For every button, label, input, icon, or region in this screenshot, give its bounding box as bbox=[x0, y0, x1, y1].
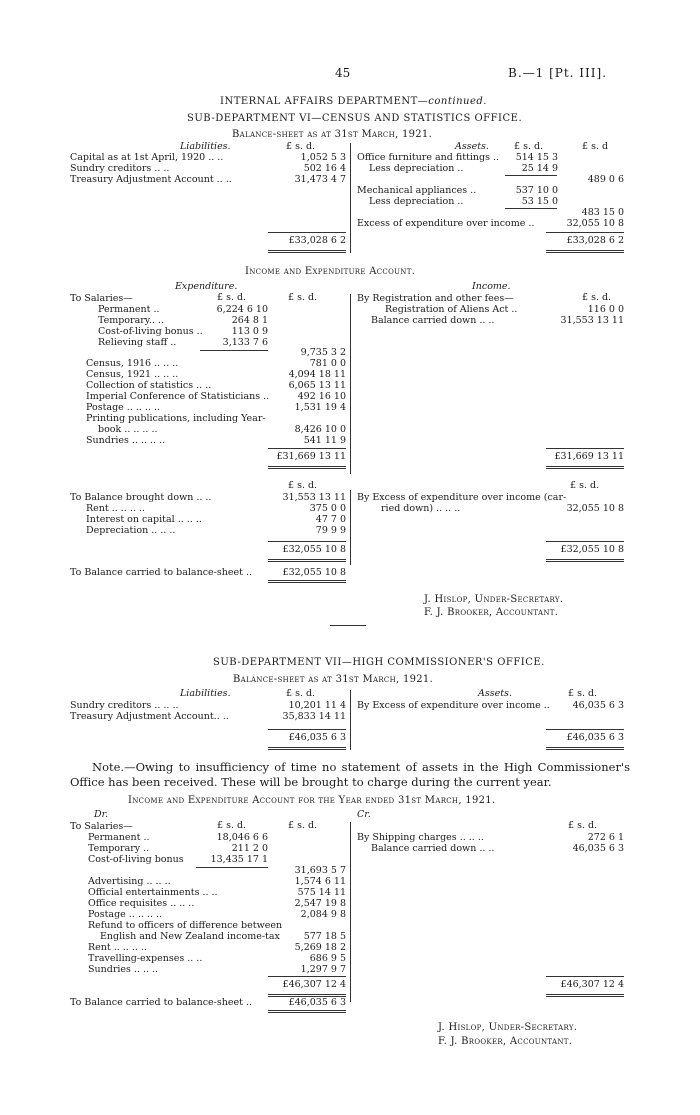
salary-label: Permanent .. bbox=[98, 304, 160, 315]
income-label: By Shipping charges .. .. .. bbox=[357, 832, 484, 843]
liab-amount: 502 16 4 bbox=[303, 163, 346, 174]
sub6-liabilities-amounts bbox=[262, 153, 346, 186]
sub7-dr: Dr. bbox=[94, 809, 109, 820]
expense-amount: 8,426 10 0 bbox=[294, 424, 346, 435]
column-divider bbox=[350, 490, 351, 565]
total-double-rule bbox=[268, 559, 346, 562]
sub7-income-labels bbox=[357, 833, 557, 855]
salary-label: Permanent .. bbox=[88, 832, 150, 843]
sub6-income-amounts bbox=[540, 294, 624, 327]
expense-amount: 2,084 9 8 bbox=[300, 909, 346, 920]
expense-label: Rent .. .. .. .. bbox=[88, 942, 147, 953]
section-separator bbox=[330, 625, 366, 626]
balance-amount: 375 0 0 bbox=[309, 503, 346, 514]
sub6-liabilities-heading: Liabilities. bbox=[180, 141, 231, 152]
income-label: Balance carried down .. .. bbox=[371, 315, 495, 326]
sub6-income-labels bbox=[357, 294, 557, 327]
sub7-note: Note.—Owing to insufficiency of time no statement of assets in the High Commissioner's Office has been received. These will be brought to charge during the current year. bbox=[70, 760, 630, 789]
sub7-title: SUB-DEPARTMENT VII—HIGH COMMISSIONER'S OFFICE. bbox=[213, 657, 545, 668]
sub7-ie-total-right: £46,307 12 4 bbox=[560, 979, 624, 990]
liab-label: Treasury Adjustment Account .. .. bbox=[70, 174, 232, 185]
expense-label: Official entertainments .. .. bbox=[88, 887, 218, 898]
asset-total: 32,055 10 8 bbox=[566, 218, 624, 229]
col-heading: £ s. d. bbox=[568, 688, 598, 699]
sub6-carried-label: To Balance carried to balance-sheet .. bbox=[70, 567, 252, 578]
subtotal-rule bbox=[505, 208, 557, 209]
total-double-rule bbox=[546, 250, 624, 253]
salary-label: Temporary.. .. bbox=[98, 315, 164, 326]
sub6-expense-labels bbox=[86, 359, 276, 447]
sub7-ie-title: Income and Expenditure Account for the Year ended 31st March, 1921. bbox=[128, 795, 496, 806]
liab-amount: 31,473 4 7 bbox=[294, 174, 346, 185]
salary-amount: 13,435 17 1 bbox=[210, 854, 268, 865]
sub7-asset-amount: 46,035 6 3 bbox=[572, 700, 624, 711]
expense-label: Sundries .. .. .. .. bbox=[86, 435, 166, 446]
expense-label: Imperial Conference of Statisticians .. bbox=[86, 391, 270, 402]
expense-label: Printing publications, including Year- bbox=[86, 413, 266, 424]
salary-amount: 18,046 6 6 bbox=[216, 832, 268, 843]
col-heading: £ s. d. bbox=[288, 480, 318, 491]
col-heading: £ s. d. bbox=[568, 820, 598, 831]
page-number: 45 bbox=[335, 66, 351, 80]
expense-amount: 577 18 5 bbox=[303, 931, 346, 942]
expense-label: Census, 1921 .. .. .. bbox=[86, 369, 179, 380]
asset-label: Mechanical appliances .. bbox=[357, 185, 477, 196]
expense-label: Census, 1916 .. .. .. bbox=[86, 358, 179, 369]
sub6-bs-total-left: £33,028 6 2 bbox=[288, 235, 346, 246]
total-double-rule bbox=[268, 747, 346, 750]
asset-label: Less depreciation .. bbox=[369, 163, 464, 174]
expense-label: Postage .. .. .. .. bbox=[86, 402, 161, 413]
expense-amount: 492 16 10 bbox=[297, 391, 346, 402]
total-rule bbox=[268, 976, 346, 977]
total-double-rule bbox=[546, 994, 624, 997]
sub7-ie-total-left: £46,307 12 4 bbox=[282, 979, 346, 990]
liab-label: Capital as at 1st April, 1920 .. .. bbox=[70, 152, 224, 163]
balance-amount: 31,553 13 11 bbox=[282, 492, 346, 503]
total-double-rule bbox=[268, 580, 346, 583]
sub6-liabilities-labels bbox=[70, 153, 280, 186]
sub7-income-amounts bbox=[540, 833, 624, 855]
sub7-liabilities-heading: Liabilities. bbox=[180, 688, 231, 699]
asset-label: Office furniture and fittings .. bbox=[357, 152, 500, 163]
sub6-salary-total: 9,735 3 2 bbox=[300, 347, 346, 358]
asset-amount: 514 15 3 bbox=[515, 152, 558, 163]
sub6-title: SUB-DEPARTMENT VI—CENSUS AND STATISTICS OFFICE. bbox=[187, 113, 523, 124]
sub6-b-total-left: £32,055 10 8 bbox=[282, 544, 346, 555]
salary-amount: 264 8 1 bbox=[231, 315, 268, 326]
total-rule bbox=[268, 232, 346, 233]
salary-amount: 6,224 6 10 bbox=[216, 304, 268, 315]
income-label: By Registration and other fees— bbox=[357, 293, 514, 304]
asset-total bbox=[546, 186, 624, 197]
expense-amount: 4,094 18 11 bbox=[288, 369, 346, 380]
column-divider bbox=[350, 822, 351, 1002]
sub7-assets-heading: Assets. bbox=[478, 688, 512, 699]
income-label: Registration of Aliens Act .. bbox=[385, 304, 518, 315]
expense-amount: 686 9 5 bbox=[309, 953, 346, 964]
sub7-liabilities-labels bbox=[70, 701, 270, 723]
sub7-carried-amount: £46,035 6 3 bbox=[288, 997, 346, 1008]
department-title-text: INTERNAL AFFAIRS DEPARTMENT— bbox=[220, 96, 429, 107]
balance-label: Interest on capital .. .. .. bbox=[86, 514, 202, 525]
liab-amount: 1,052 5 3 bbox=[300, 152, 346, 163]
asset-total: 489 0 6 bbox=[587, 174, 624, 185]
total-double-rule bbox=[268, 250, 346, 253]
sub7-expense-labels bbox=[88, 876, 283, 976]
expense-amount: 6,065 13 11 bbox=[288, 380, 346, 391]
sub6-ie-total-left: £31,669 13 11 bbox=[276, 451, 346, 462]
asset-total bbox=[546, 153, 624, 164]
col-heading: £ s. d. bbox=[582, 292, 612, 303]
sub6-balance-sheet-title: Balance-sheet as at 31st March, 1921. bbox=[232, 129, 433, 140]
sub7-signature-2: F. J. Brooker, Accountant. bbox=[438, 1036, 573, 1047]
expense-amount: 2,547 19 8 bbox=[294, 898, 346, 909]
sub6-expense-amounts bbox=[262, 359, 346, 447]
expense-amount: 5,269 18 2 bbox=[294, 942, 346, 953]
expense-label: Travelling-expenses .. .. bbox=[88, 953, 203, 964]
column-divider bbox=[350, 294, 351, 474]
balance-amount: 47 7 0 bbox=[315, 514, 346, 525]
expense-label: Postage .. .. .. .. bbox=[88, 909, 163, 920]
department-title bbox=[220, 96, 487, 107]
sub6-ie-title: Income and Expenditure Account. bbox=[245, 266, 416, 277]
sub7-salaries-label: To Salaries— bbox=[70, 821, 133, 832]
sub6-bs-total-right: £33,028 6 2 bbox=[566, 235, 624, 246]
sub7-bs-total-left: £46,035 6 3 bbox=[288, 732, 346, 743]
expense-label: Sundries .. .. .. bbox=[88, 964, 159, 975]
expense-label: book .. .. .. .. bbox=[98, 424, 158, 435]
total-rule bbox=[546, 541, 624, 542]
total-rule bbox=[546, 976, 624, 977]
salary-label: Cost-of-living bonus bbox=[88, 854, 184, 865]
expense-amount: 781 0 0 bbox=[309, 358, 346, 369]
liab-label: Sundry creditors .. .. bbox=[70, 163, 170, 174]
sub6-assets-col-heading-2: £ s. d bbox=[582, 141, 609, 152]
total-double-rule bbox=[268, 1010, 346, 1013]
expense-label: English and New Zealand income-tax bbox=[100, 931, 280, 942]
expense-amount: 1,574 6 11 bbox=[294, 876, 346, 887]
income-amount: 31,553 13 11 bbox=[560, 315, 624, 326]
expense-label: Collection of statistics .. .. bbox=[86, 380, 212, 391]
liab-amount: 10,201 11 4 bbox=[288, 700, 346, 711]
sub7-carried-label: To Balance carried to balance-sheet .. bbox=[70, 997, 252, 1008]
income-amount: 116 0 0 bbox=[587, 304, 624, 315]
expense-label: Refund to officers of difference between bbox=[88, 920, 283, 931]
subtotal-rule bbox=[200, 350, 268, 351]
balance-label: Depreciation .. .. .. bbox=[86, 525, 176, 536]
balance-label: To Balance brought down .. .. bbox=[70, 492, 212, 503]
sub6-balance-labels bbox=[70, 493, 270, 537]
sub7-bs-total-right: £46,035 6 3 bbox=[566, 732, 624, 743]
column-divider bbox=[350, 690, 351, 750]
sub6-carried-amount: £32,055 10 8 bbox=[282, 567, 346, 578]
col-heading: £ s. d. bbox=[286, 688, 316, 699]
department-title-continued: continued. bbox=[428, 96, 487, 107]
expense-amount: 541 11 9 bbox=[303, 435, 346, 446]
total-double-rule bbox=[546, 559, 624, 562]
liab-label: Treasury Adjustment Account.. .. bbox=[70, 711, 229, 722]
sub7-expense-amounts bbox=[262, 877, 346, 976]
sub6-excess-line1: By Excess of expenditure over income (car- bbox=[357, 492, 567, 503]
income-label: Balance carried down .. .. bbox=[371, 843, 495, 854]
sub6-excess-line2: ried down) .. .. .. bbox=[381, 503, 461, 514]
sub7-signature-1: J. Hislop, Under-Secretary. bbox=[438, 1022, 578, 1033]
salary-label: Relieving staff .. bbox=[98, 337, 177, 348]
sub7-liabilities-amounts bbox=[262, 701, 346, 723]
asset-label: Less depreciation .. bbox=[369, 196, 464, 207]
subtotal-rule bbox=[505, 175, 557, 176]
sub6-assets-col2 bbox=[546, 153, 624, 230]
salary-label: Cost-of-living bonus .. bbox=[98, 326, 203, 337]
sub7-asset-line: By Excess of expenditure over income .. bbox=[357, 700, 550, 711]
expense-amount: 1,531 19 4 bbox=[294, 402, 346, 413]
col-heading: £ s. d. bbox=[217, 820, 247, 831]
sub6-assets-col-heading-1: £ s. d. bbox=[514, 141, 544, 152]
income-amount: 46,035 6 3 bbox=[572, 843, 624, 854]
column-divider bbox=[350, 143, 351, 253]
total-rule bbox=[268, 541, 346, 542]
balance-amount: 79 9 9 bbox=[315, 525, 346, 536]
page-reference: B.—1 [Pt. III]. bbox=[508, 66, 608, 80]
liab-label: Sundry creditors .. .. .. bbox=[70, 700, 179, 711]
total-double-rule bbox=[546, 466, 624, 469]
asset-total: 483 15 0 bbox=[581, 207, 624, 218]
expense-label: Office requisites .. .. .. bbox=[88, 898, 195, 909]
sub6-salary-amounts bbox=[196, 305, 268, 349]
sub6-expenditure-heading: Expenditure. bbox=[175, 281, 238, 292]
sub6-assets-heading: Assets. bbox=[455, 141, 489, 152]
total-rule bbox=[268, 729, 346, 730]
total-rule bbox=[546, 232, 624, 233]
total-double-rule bbox=[268, 466, 346, 469]
expense-amount: 1,297 9 7 bbox=[300, 964, 346, 975]
expense-label: Advertising .. .. .. bbox=[88, 876, 171, 887]
total-rule bbox=[546, 729, 624, 730]
salary-amount: 3,133 7 6 bbox=[222, 337, 268, 348]
expense-amount: 575 14 11 bbox=[297, 887, 346, 898]
sub6-income-heading: Income. bbox=[472, 281, 511, 292]
asset-amount: 53 15 0 bbox=[521, 196, 558, 207]
income-amount: 272 6 1 bbox=[587, 832, 624, 843]
liab-amount: 35,833 14 11 bbox=[282, 711, 346, 722]
salary-label: Temporary .. bbox=[88, 843, 150, 854]
sub7-cr: Cr. bbox=[357, 809, 371, 820]
asset-amount: 537 10 0 bbox=[515, 185, 558, 196]
asset-label: Excess of expenditure over income .. bbox=[357, 218, 535, 229]
salary-amount: 113 0 9 bbox=[231, 326, 268, 337]
total-rule bbox=[268, 448, 346, 449]
col-heading: £ s. d. bbox=[217, 292, 247, 303]
asset-amount: 25 14 9 bbox=[521, 163, 558, 174]
total-rule bbox=[546, 448, 624, 449]
balance-label: Rent .. .. .. .. bbox=[86, 503, 145, 514]
sub7-balance-sheet-title: Balance-sheet as at 31st March, 1921. bbox=[233, 674, 434, 685]
salary-amount: 211 2 0 bbox=[231, 843, 268, 854]
sub6-signature-2: F. J. Brooker, Accountant. bbox=[424, 607, 559, 618]
sub6-liab-col-heading: £ s. d. bbox=[286, 141, 316, 152]
sub6-signature-1: J. Hislop, Under-Secretary. bbox=[424, 594, 564, 605]
sub6-balance-amounts bbox=[262, 493, 346, 537]
sub6-b-total-right: £32,055 10 8 bbox=[560, 544, 624, 555]
sub7-salary-amounts bbox=[186, 833, 268, 866]
sub6-salaries-label: To Salaries— bbox=[70, 293, 133, 304]
col-heading: £ s. d. bbox=[288, 820, 318, 831]
sub6-excess-amount: 32,055 10 8 bbox=[566, 503, 624, 514]
total-double-rule bbox=[546, 747, 624, 750]
subtotal-rule bbox=[196, 867, 268, 868]
col-heading: £ s. d. bbox=[570, 480, 600, 491]
col-heading: £ s. d. bbox=[288, 292, 318, 303]
sub6-ie-total-right: £31,669 13 11 bbox=[554, 451, 624, 462]
sub7-salary-total: 31,693 5 7 bbox=[294, 865, 346, 876]
